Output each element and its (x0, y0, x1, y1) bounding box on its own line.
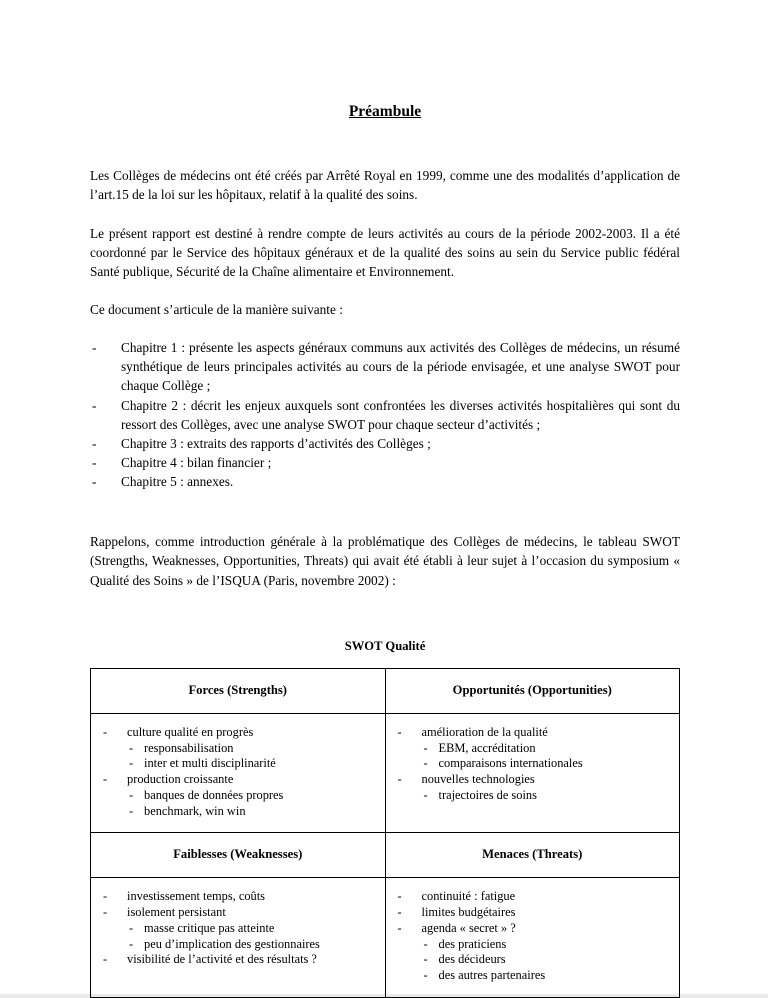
swot-header-menaces: Menaces (Threats) (385, 833, 680, 878)
list-subitem: - trajectoires de soins (394, 788, 672, 804)
list-subitem: - des décideurs (394, 952, 672, 968)
list-item: - nouvelles technologies (394, 772, 672, 788)
list-item: - isolement persistant (99, 905, 377, 921)
list-item: - culture qualité en progrès (99, 725, 377, 741)
swot-content-row-2 (91, 878, 680, 998)
chapter-item-4: - Chapitre 4 : bilan financier ; (90, 453, 680, 472)
list-subitem: - inter et multi disciplinarité (99, 756, 377, 772)
paragraph-intro-3: Ce document s’articule de la manière suivante : (90, 302, 343, 318)
chapter-item-3: - Chapitre 3 : extraits des rapports d’activités des Collèges ; (90, 434, 680, 453)
list-subitem: - banques de données propres (99, 788, 377, 804)
list-subitem: - comparaisons internationales (394, 756, 672, 772)
list-item: - production croissante (99, 772, 377, 788)
paragraph-intro-2: Le présent rapport est destiné à rendre compte de leurs activités au cours de la période 2002-2003. Il a été coordonné par le Service des hôpitaux généraux et de la qualité des soins au sein du Service public fédéral Santé publique, Sécurité de la Chaîne alimentaire et Environnement. (90, 225, 680, 279)
list-subitem: - des praticiens (394, 937, 672, 953)
swot-table-caption: SWOT Qualité (344, 638, 426, 653)
swot-cell-opportunites (385, 713, 680, 833)
paragraph-recap: Rappelons, comme introduction générale à la problématique des Collèges de médecins, le tableau SWOT (Strengths, Weaknesses, Opportunities, Threats) qui avait été établi à leur sujet à l’occasion du symposium « Qualité des Soins » de l’ISQUA (Paris, novembre 2002) : (90, 534, 680, 588)
swot-header-faiblesses: Faiblesses (Weaknesses) (91, 833, 386, 878)
list-item: - continuité : fatigue (394, 889, 672, 905)
swot-header-opportunites: Opportunités (Opportunities) (385, 668, 680, 713)
list-item: - investissement temps, coûts (99, 889, 377, 905)
swot-cell-faiblesses (91, 878, 386, 998)
list-subitem: - des autres partenaires (394, 968, 672, 984)
list-subitem: - EBM, accréditation (394, 741, 672, 757)
list-subitem: - benchmark, win win (99, 804, 377, 820)
swot-header-row-1 (91, 668, 680, 713)
list-item: - limites budgétaires (394, 905, 672, 921)
paragraph-intro-1: Les Collèges de médecins ont été créés par Arrêté Royal en 1999, comme une des modalités d’application de l’art.15 de la loi sur les hôpitaux, relatif à la qualité des soins. (90, 168, 680, 203)
swot-cell-forces (91, 713, 386, 833)
list-subitem: - responsabilisation (99, 741, 377, 757)
list-item: - visibilité de l’activité et des résultats ? (99, 952, 377, 968)
swot-header-forces: Forces (Strengths) (91, 668, 386, 713)
swot-cell-menaces (385, 878, 680, 998)
chapter-item-5: - Chapitre 5 : annexes. (90, 472, 680, 491)
list-subitem: - peu d’implication des gestionnaires (99, 937, 377, 953)
chapter-item-2: - Chapitre 2 : décrit les enjeux auxquels sont confrontées les diverses activités hospitalières qui sont du ressort des Collèges, avec une analyse SWOT pour chaque secteur d’activités ; (90, 396, 680, 434)
chapter-item-1: - Chapitre 1 : présente les aspects généraux communs aux activités des Collèges de médecins, un résumé synthétique de leurs principales activités au cours de la période envisagée, et une analyse SWOT pour chaque Collège ; (90, 338, 680, 395)
list-item: - amélioration de la qualité (394, 725, 672, 741)
swot-table (90, 668, 680, 998)
page-title: Préambule (348, 103, 422, 120)
list-subitem: - masse critique pas atteinte (99, 921, 377, 937)
swot-header-row-2 (91, 833, 680, 878)
chapter-list (90, 338, 680, 491)
list-item: - agenda « secret » ? (394, 921, 672, 937)
swot-content-row-1 (91, 713, 680, 833)
